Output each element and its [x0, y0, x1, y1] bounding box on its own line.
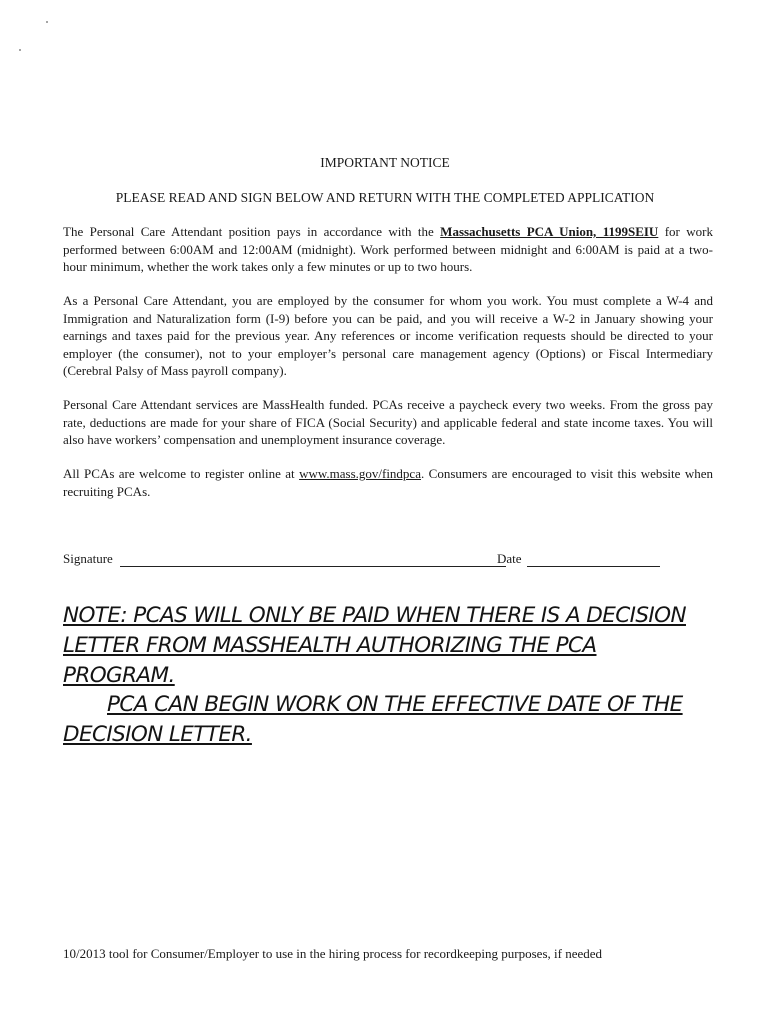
- signature-row: [63, 551, 663, 571]
- footer-note: 10/2013 tool for Consumer/Employer to use in the hiring process for recordkeeping purposes, if needed: [63, 946, 603, 961]
- signature-label: Signature: [63, 551, 113, 566]
- paragraph-employment: As a Personal Care Attendant, you are employed by the consumer for whom you work. You must complete a W-4 and Immigration and Naturalization form (I-9) before you can be paid, and you will receive a W-2 in January showing your earnings and taxes paid for the previous year. Any references or income verification requests should be directed to your employer (the consumer), not to your employer’s personal care management agency (Options) or Fiscal Intermediary (Cerebral Palsy of Mass payroll company).: [63, 293, 713, 379]
- note-line-3: PROGRAM.: [63, 663, 175, 688]
- note-line-4: PCA CAN BEGIN WORK ON THE EFFECTIVE DATE OF THE: [107, 692, 683, 717]
- registration-text-end: . Consumers are encouraged to visit this website when recruiting PCAs.: [63, 466, 713, 499]
- notice-title: IMPORTANT NOTICE: [320, 155, 450, 170]
- scan-speck: [19, 49, 21, 51]
- note-line-2: LETTER FROM MASSHEALTH AUTHORIZING THE PCA: [63, 633, 597, 658]
- scan-speck: [46, 21, 48, 23]
- date-line[interactable]: [527, 566, 660, 567]
- paragraph-registration: [63, 465, 713, 500]
- pay-terms-text-end: for work performed between 6:00AM and 12:00AM (midnight). Work performed between midnight and 6:00AM is paid at a two-hour minimum, whether the work takes only a few minutes or up to two hours.: [63, 224, 713, 275]
- note-line-1: NOTE: PCAS WILL ONLY BE PAID WHEN THERE IS A DECISION: [63, 603, 686, 628]
- pay-terms-text-start: The Personal Care Attendant position pays in accordance with the: [63, 224, 441, 239]
- date-label: Date: [497, 551, 522, 566]
- union-name: Massachusetts PCA Union, 1199SEIU: [440, 224, 659, 239]
- paragraph-pay-terms: [63, 223, 713, 276]
- registration-text-start: All PCAs are welcome to register online at: [63, 466, 300, 481]
- paragraph-funding: Personal Care Attendant services are MassHealth funded. PCAs receive a paycheck every two weeks. From the gross pay rate, deductions are made for your share of FICA (Social Security) and applicable federal and state income taxes. You will also have workers’ compensation and unemployment insurance coverage.: [63, 397, 713, 448]
- note-line-5: DECISION LETTER.: [63, 722, 252, 747]
- findpca-link[interactable]: www.mass.gov/findpca: [299, 466, 421, 481]
- notice-instruction: PLEASE READ AND SIGN BELOW AND RETURN WITH THE COMPLETED APPLICATION: [115, 190, 655, 205]
- signature-line[interactable]: [120, 566, 506, 567]
